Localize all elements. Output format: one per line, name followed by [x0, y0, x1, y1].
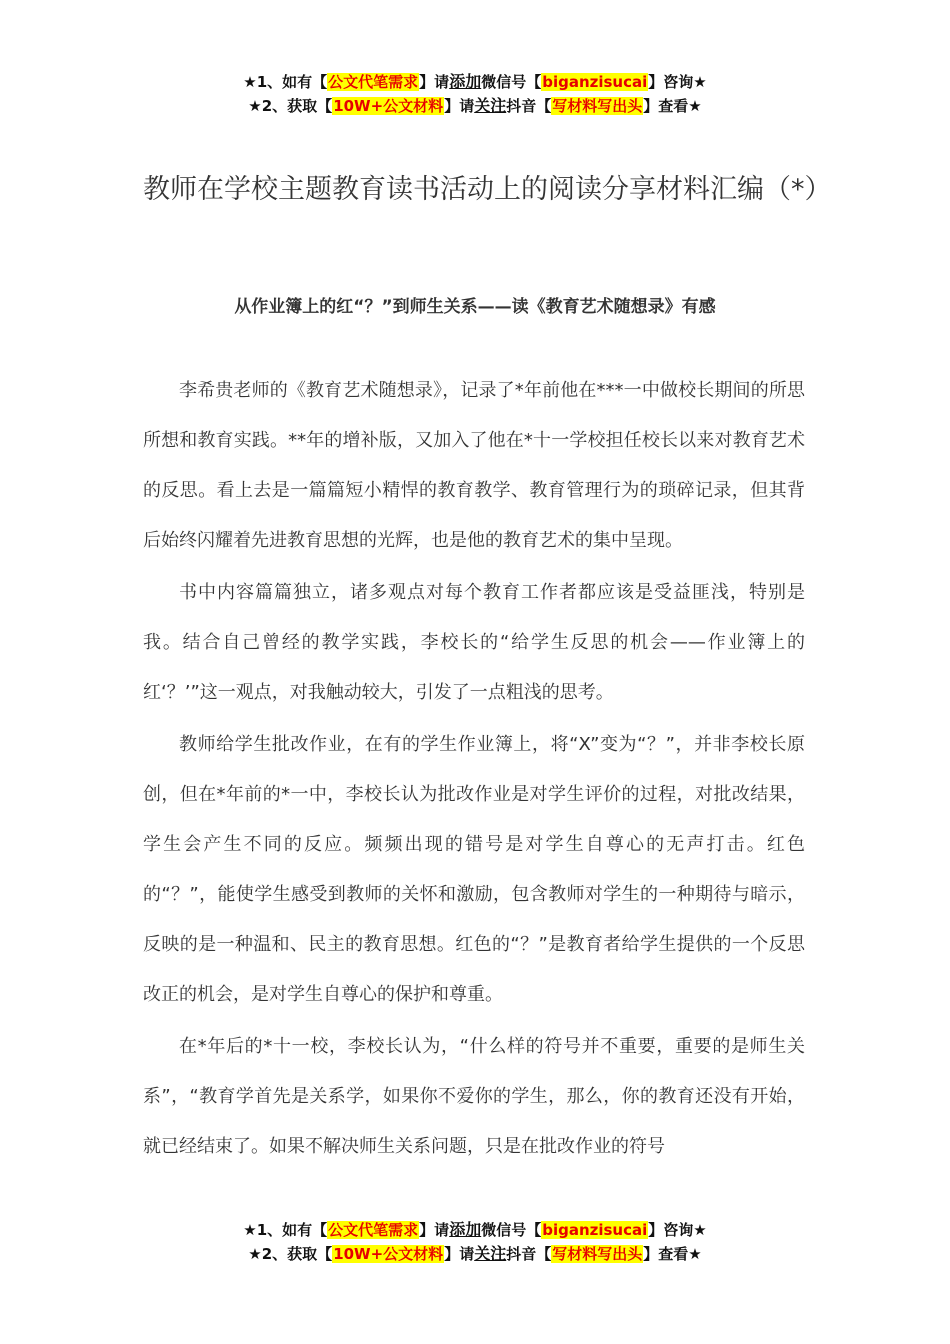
banner-line-1: [0, 70, 950, 94]
document-body: [143, 366, 805, 1174]
banner-highlight: biganzisucai: [542, 1221, 648, 1239]
document-title: 教师在学校主题教育读书活动上的阅读分享材料汇编（*）: [143, 174, 832, 206]
banner-underline: 关注: [474, 1244, 507, 1263]
banner-line-2: [0, 1242, 950, 1266]
banner-text: 】咨询★: [648, 73, 707, 91]
banner-text: ★2、获取【: [248, 97, 333, 115]
paragraph: 教师给学生批改作业，在有的学生作业簿上，将“X”变为“？”，并非李校长原创，但在*年前的*一中，李校长认为批改作业是对学生评价的过程，对批改结果，学生会产生不同的反应。频频出现的错号是对学生自尊心的无声打击。红色的“？”，能使学生感受到教师的关怀和激励，包含教师对学生的一种期待与暗示，反映的是一种温和、民主的教育思想。红色的“？”是教育者给学生提供的一个反思改正的机会，是对学生自尊心的保护和尊重。: [143, 734, 805, 1005]
banner-text: 微信号【: [481, 73, 542, 91]
banner-text: 】请: [444, 1245, 475, 1263]
header-banner: [0, 70, 950, 118]
banner-underline: 添加: [449, 1220, 482, 1239]
banner-text: 】查看★: [643, 97, 702, 115]
paragraph: 在*年后的*十一校，李校长认为，“什么样的符号并不重要，重要的是师生关系”，“教育学首先是关系学，如果你不爱你的学生，那么，你的教育还没有开始，就已经结束了。如果不解决师生关系问题，只是在批改作业的符号: [143, 1036, 805, 1157]
banner-highlight: 写材料写出头: [552, 1245, 643, 1263]
footer-banner: [0, 1218, 950, 1266]
banner-text: 】请: [419, 1221, 450, 1239]
banner-text: ★1、如有【: [243, 73, 328, 91]
paragraph: 李希贵老师的《教育艺术随想录》，记录了*年前他在***一中做校长期间的所思所想和教育实践。**年的增补版，又加入了他在*十一学校担任校长以来对教育艺术的反思。看上去是一篇篇短小精悍的教育教学、教育管理行为的琐碎记录，但其背后始终闪耀着先进教育思想的光辉，也是他的教育艺术的集中呈现。: [143, 380, 805, 551]
banner-highlight: 写材料写出头: [552, 97, 643, 115]
banner-highlight: 10W+公文材料: [333, 97, 444, 115]
banner-highlight: 10W+公文材料: [333, 1245, 444, 1263]
banner-text: 抖音【: [506, 97, 552, 115]
banner-text: 】请: [444, 97, 475, 115]
banner-text: 】查看★: [643, 1245, 702, 1263]
banner-underline: 关注: [474, 96, 507, 115]
banner-underline: 添加: [449, 72, 482, 91]
banner-text: 】请: [419, 73, 450, 91]
banner-text: ★2、获取【: [248, 1245, 333, 1263]
banner-line-2: [0, 94, 950, 118]
banner-highlight: 公文代笔需求: [328, 73, 419, 91]
paragraph: 书中内容篇篇独立，诸多观点对每个教育工作者都应该是受益匪浅，特别是我。结合自己曾经的教学实践，李校长的“给学生反思的机会——作业簿上的红‘？’”这一观点，对我触动较大，引发了一点粗浅的思考。: [143, 582, 805, 703]
banner-text: 微信号【: [481, 1221, 542, 1239]
document-subtitle: 从作业簿上的红“？”到师生关系——读《教育艺术随想录》有感: [234, 297, 716, 317]
banner-highlight: 公文代笔需求: [328, 1221, 419, 1239]
banner-text: 抖音【: [506, 1245, 552, 1263]
banner-text: 】咨询★: [648, 1221, 707, 1239]
banner-text: ★1、如有【: [243, 1221, 328, 1239]
banner-line-1: [0, 1218, 950, 1242]
banner-highlight: biganzisucai: [542, 73, 648, 91]
